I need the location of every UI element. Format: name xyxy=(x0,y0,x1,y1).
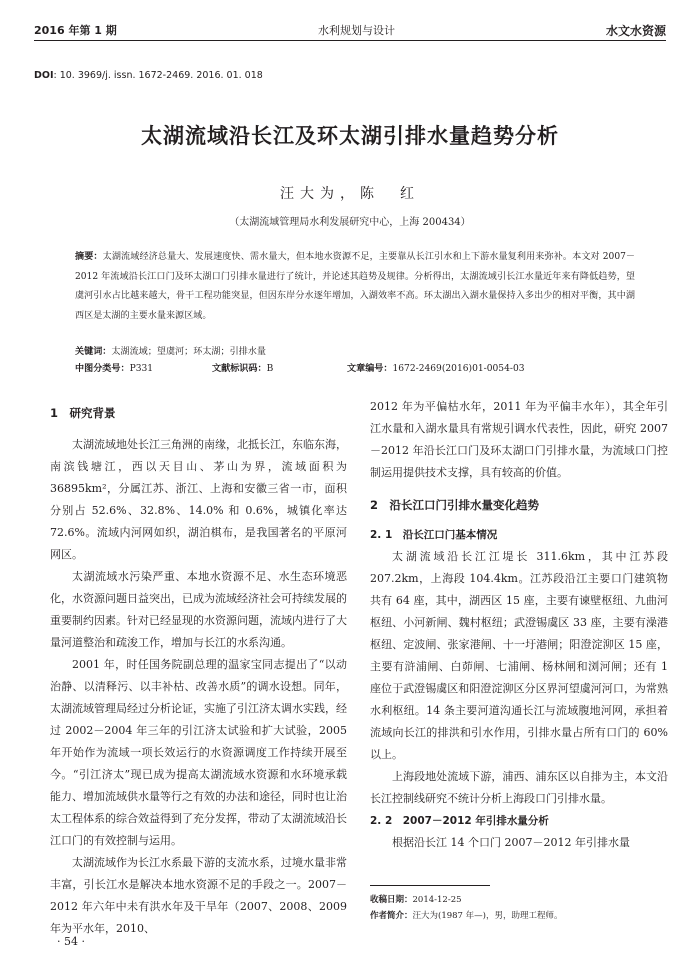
keywords-text: 太湖流域；望虞河；环太湖；引排水量 xyxy=(111,347,266,357)
author-bio-label: 作者简介： xyxy=(370,911,413,921)
sec1-paragraph-4: 太湖流域作为长江水系最下游的支流水系，过境水量非常丰富，引长江水是解决本地水资源不足的手段之一。2007－2012 年六年中未有洪水年及干旱年（2007、2008、2009 年为平水年，2010、 xyxy=(50,856,347,935)
footnote-author xyxy=(370,909,562,921)
article-number xyxy=(347,361,525,374)
keywords xyxy=(75,344,635,357)
paper-title: 太湖流域沿长江及环太湖引排水量趋势分析 xyxy=(141,124,559,148)
doi-value: : 10. 3969/j. issn. 1672-2469. 2016. 01. 018 xyxy=(53,70,263,81)
received-date: 2014-12-25 xyxy=(412,895,462,905)
section-2-1-heading: 2. 1 沿长江口门基本情况 xyxy=(370,529,498,541)
article-value: 1672-2469(2016)01-0054-03 xyxy=(392,364,525,374)
header-journal: 水利规划与设计 xyxy=(318,24,395,37)
sec1-paragraph-2: 太湖流域水污染严重、本地水资源不足、水生态环境恶化，水资源问题日益突出，已成为流域经济社会可持续发展的重要制约因素。针对已经显现的水资源问题，流域内进行了大量河道整治和疏浚工作，增加与长江的水系沟通。 xyxy=(50,570,347,649)
sec21-paragraph-2: 上海段地处流域下游，浦西、浦东区以自排为主，本文沿长江控制线研究不统计分析上海段口门引排水量。 xyxy=(370,770,668,805)
author-bio: 汪大为(1987 年—)，男，助理工程师。 xyxy=(412,911,563,921)
sec1-paragraph-1: 太湖流域地处长江三角洲的南缘，北抵长江，东临东海，南滨钱塘江，西以天目山、茅山为界，流域面积为 36895km²，分属江苏、浙江、上海和安徽三省一市，面积分别占 52.6%、32.8%、14.0% 和 0.6%，城镇化率达 72.6%。流域内河网如织，湖泊棋布，是我国著名的平原河网区。 xyxy=(50,438,347,561)
keywords-label: 关键词： xyxy=(75,347,112,357)
abstract xyxy=(75,248,635,326)
clc-value: P331 xyxy=(129,364,154,374)
abstract-text: 太湖流域经济总量大、发展速度快、需水量大，但本地水资源不足，主要靠从长江引水和上下游水量复利用来弥补。本文对 2007－2012 年流域沿长江口门及环太湖口门引排水量进行了统计，并论述其趋势及规律。分析得出，太湖流域引长江水量近年来有降低趋势，望虞河引水占比越来越大，骨干工程功能突显，但因东岸分水逐年增加，入湖效率不高。环太湖出入湖水量保持入多出少的相对平衡，其中湖西区是太湖的主要水量来源区域。 xyxy=(75,252,635,321)
sec22-paragraph-1: 根据沿长江 14 个口门 2007－2012 年引排水量 xyxy=(392,836,630,849)
doc-code xyxy=(212,361,273,374)
footnote-received xyxy=(370,893,462,905)
section-1-heading: 1 研究背景 xyxy=(50,406,116,420)
doi-label: DOI xyxy=(34,70,54,81)
received-label: 收稿日期： xyxy=(370,895,413,905)
page-number: · 54 · xyxy=(57,935,85,948)
header-rule xyxy=(34,40,666,41)
sec1-paragraph-3: 2001 年，时任国务院副总理的温家宝同志提出了“以动治静、以清释污、以丰补枯、改善水质”的调水设想。同年，太湖流域管理局经过分析论证，实施了引江济太调水实践，经过 2002－2004 年三年的引江济太试验和扩大试验，2005 年开始作为流域一项长效运行的水资源调度工作持续开展至今。“引江济太”现已成为提高太湖流域水资源和水环境承载能力、增加流域供水量等行之有效的办法和途径，同时也让治太工程体系的综合效益得到了充分发挥，带动了太湖流域沿长江口门的有效控制与运用。 xyxy=(50,658,347,847)
clc-code xyxy=(75,361,153,374)
paper-affiliation: （太湖流域管理局水利发展研究中心，上海 200434） xyxy=(229,217,471,228)
clc-label: 中图分类号： xyxy=(75,364,130,374)
right-column xyxy=(370,396,668,854)
abstract-label: 摘要： xyxy=(75,252,103,262)
sec1-paragraph-4-continued: 2012 年为平偏枯水年，2011 年为平偏丰水年），其全年引江水量和入湖水量具有常规引调水代表性，因此，研究 2007－2012 年沿长江口门及环太湖口门引排水量，为流域口门控制运用提供技术支撑，具有较高的价值。 xyxy=(370,400,668,479)
sec21-paragraph-1: 太湖流域沿长江江堤长 311.6km，其中江苏段 207.2km，上海段 104.4km。江苏段沿江主要口门建筑物共有 64 座，其中，湖西区 15 座，主要有谏壁枢纽、九曲河枢纽、小河新闸、魏村枢纽；武澄锡虞区 33 座，主要有澡港枢纽、定波闸、张家港闸、十一圩港闸；阳澄淀泖区 15 座，主要有浒浦闸、白茆闸、七浦闸、杨林闸和浏河闸；还有 1 座位于武澄锡虞区和阳澄淀泖区分区界河望虞河河口，为常熟水利枢纽。14 条主要河道沟通长江与流域腹地河网，承担着流域向长江的排洪和引水作用，引排水量占所有口门的 60% 以上。 xyxy=(370,550,668,761)
footnote-rule xyxy=(370,885,490,886)
doc-value: B xyxy=(266,364,274,374)
header-section: 水文水资源 xyxy=(605,24,666,38)
header-issue: 2016 年第 1 期 xyxy=(34,24,117,37)
paper-authors: 汪大为，陈 红 xyxy=(280,186,420,202)
left-column xyxy=(50,402,347,940)
doi-line xyxy=(34,70,263,81)
doc-label: 文献标识码： xyxy=(212,364,267,374)
article-label: 文章编号： xyxy=(347,364,393,374)
section-2-heading: 2 沿长江口门引排水量变化趋势 xyxy=(370,498,539,512)
section-2-2-heading: 2. 2 2007－2012 年引排水量分析 xyxy=(370,815,549,827)
